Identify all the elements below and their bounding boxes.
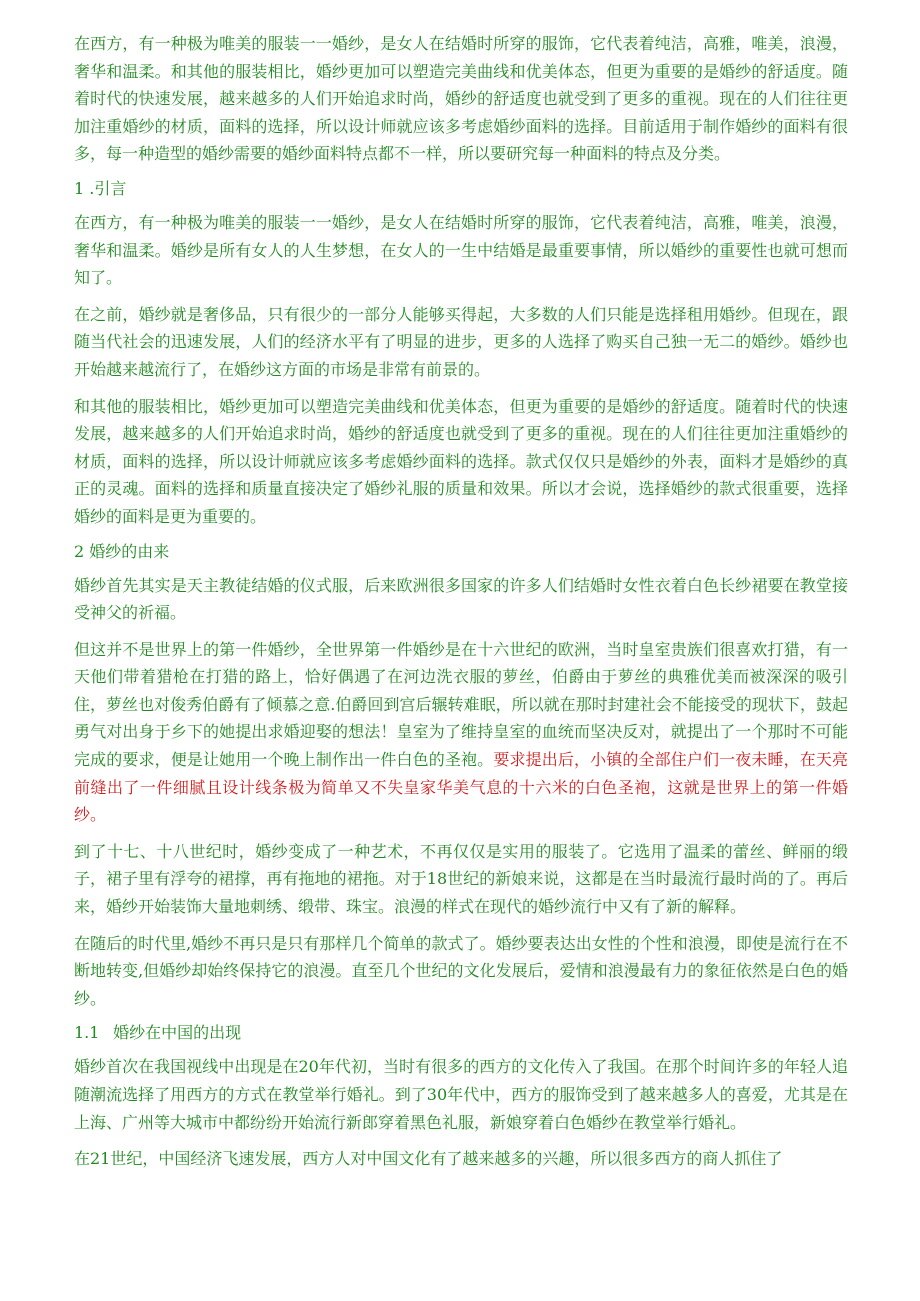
section-heading-china [74,1021,848,1045]
highlighted-text: 要求提出后，小镇的全部住户们一夜未睡，在天亮前缝出了一件细腻且设计线条极为简单又不失皇家华美气息的十六米的白色圣袍，这就是世界上的第一件婚纱。 [74,750,848,825]
origin-paragraph-4: 在随后的时代里,婚纱不再只是只有那样几个简单的款式了。婚纱要表达出女性的个性和浪漫，即使是流行在不断地转变,但婚纱却始终保持它的浪漫。直至几个世纪的文化发展后，爱情和浪漫最有力的象征依然是白色的婚纱。 [74,933,848,1008]
origin-paragraph-1: 婚纱首先其实是天主教徒结婚的仪式服，后来欧洲很多国家的许多人们结婚时女性衣着白色长纱裙要在教堂接受神父的祈福。 [74,575,848,623]
section-title: .引言 [89,178,127,198]
intro-paragraph-3: 和其他的服装相比，婚纱更加可以塑造完美曲线和优美体态，但更为重要的是婚纱的舒适度。随着时代的快速发展，越来越多的人们开始追求时尚，婚纱的舒适度也就受到了更多的重视。现在的人们往往更加注重婚纱的材质，面料的选择，所以设计师就应该多考虑婚纱面料的选择。款式仅仅只是婚纱的外表，面料才是婚纱的真正的灵魂。面料的选择和质量直接决定了婚纱礼服的质量和效果。所以才会说，选择婚纱的款式很重要，选择婚纱的面料是更为重要的。 [74,396,848,526]
origin-paragraph-3: 到了十七、十八世纪时，婚纱变成了一种艺术，不再仅仅是实用的服装了。它选用了温柔的蕾丝、鲜丽的缎子，裙子里有浮夸的裙撑，再有拖地的裙拖。对于18世纪的新娘来说，这都是在当时最流行最时尚的了。再后来，婚纱开始装饰大量地刺绣、缎带、珠宝。浪漫的样式在现代的婚纱流行中又有了新的解释。 [74,841,848,917]
subsection-title: 婚纱在中国的出现 [113,1023,242,1043]
origin-paragraph-2 [74,636,848,829]
document-page [74,30,848,1182]
china-paragraph-2: 在21世纪，中国经济飞速发展，西方人对中国文化有了越来越多的兴趣，所以很多西方的商人抓住了 [74,1149,783,1169]
intro-paragraph-2: 在之前，婚纱就是奢侈品，只有很少的一部分人能够买得起，大多数的人们只能是选择租用婚纱。但现在，跟随当代社会的迅速发展，人们的经济水平有了明显的进步，更多的人选择了购买自己独一无二的婚纱。婚纱也开始越来越流行了，在婚纱这方面的市场是非常有前景的。 [74,304,848,379]
origin-paragraph-2-text: 但这并不是世界上的第一件婚纱，全世界第一件婚纱是在十六世纪的欧洲，当时皇室贵族们很喜欢打猎，有一天他们带着猎枪在打猎的路上，恰好偶遇了在河边洗衣服的萝丝，伯爵由于萝丝的典雅优美而被深深的吸引住，萝丝也对俊秀伯爵有了倾慕之意.伯爵回到宫后辗转难眠，所以就在那时封建社会不能接受的现状下，鼓起勇气对出身于乡下的她提出求婚迎娶的想法！皇室为了维持皇室的血统而坚决反对，就提出了一个那时不可能完成的要求，便是让她用一个晚上制作出一件白色的圣袍。 [74,639,848,770]
section-heading-origin: 2 婚纱的由来 [74,541,170,561]
section-heading-introduction [74,177,848,201]
intro-paragraph-1: 在西方，有一种极为唯美的服装一一婚纱，是女人在结婚时所穿的服饰，它代表着纯洁，高雅，唯美，浪漫，奢华和温柔。婚纱是所有女人的人生梦想，在女人的一生中结婚是最重要事情，所以婚纱的重要性也就可想而知了。 [74,212,848,288]
abstract-paragraph: 在西方，有一种极为唯美的服装一一婚纱，是女人在结婚时所穿的服饰，它代表着纯洁，高雅，唯美，浪漫，奢华和温柔。和其他的服装相比，婚纱更加可以塑造完美曲线和优美体态，但更为重要的是婚纱的舒适度。随着时代的快速发展，越来越多的人们开始追求时尚，婚纱的舒适度也就受到了更多的重视。现在的人们往往更加注重婚纱的材质，面料的选择，所以设计师就应该多考虑婚纱面料的选择。目前适用于制作婚纱的面料有很多，每一种造型的婚纱需要的婚纱面料特点都不一样，所以要研究每一种面料的特点及分类。 [74,34,848,164]
china-paragraph-1: 婚纱首次在我国视线中出现是在20年代初，当时有很多的西方的文化传入了我国。在那个时间许多的年轻人追随潮流选择了用西方的方式在教堂举行婚礼。到了30年代中，西方的服饰受到了越来越多人的喜爱，尤其是在上海、广州等大城市中都纷纷开始流行新郎穿着黑色礼服，新娘穿着白色婚纱在教堂举行婚礼。 [74,1057,848,1132]
subsection-number: 1.1 [74,1023,100,1043]
section-number: 1 [74,178,85,198]
